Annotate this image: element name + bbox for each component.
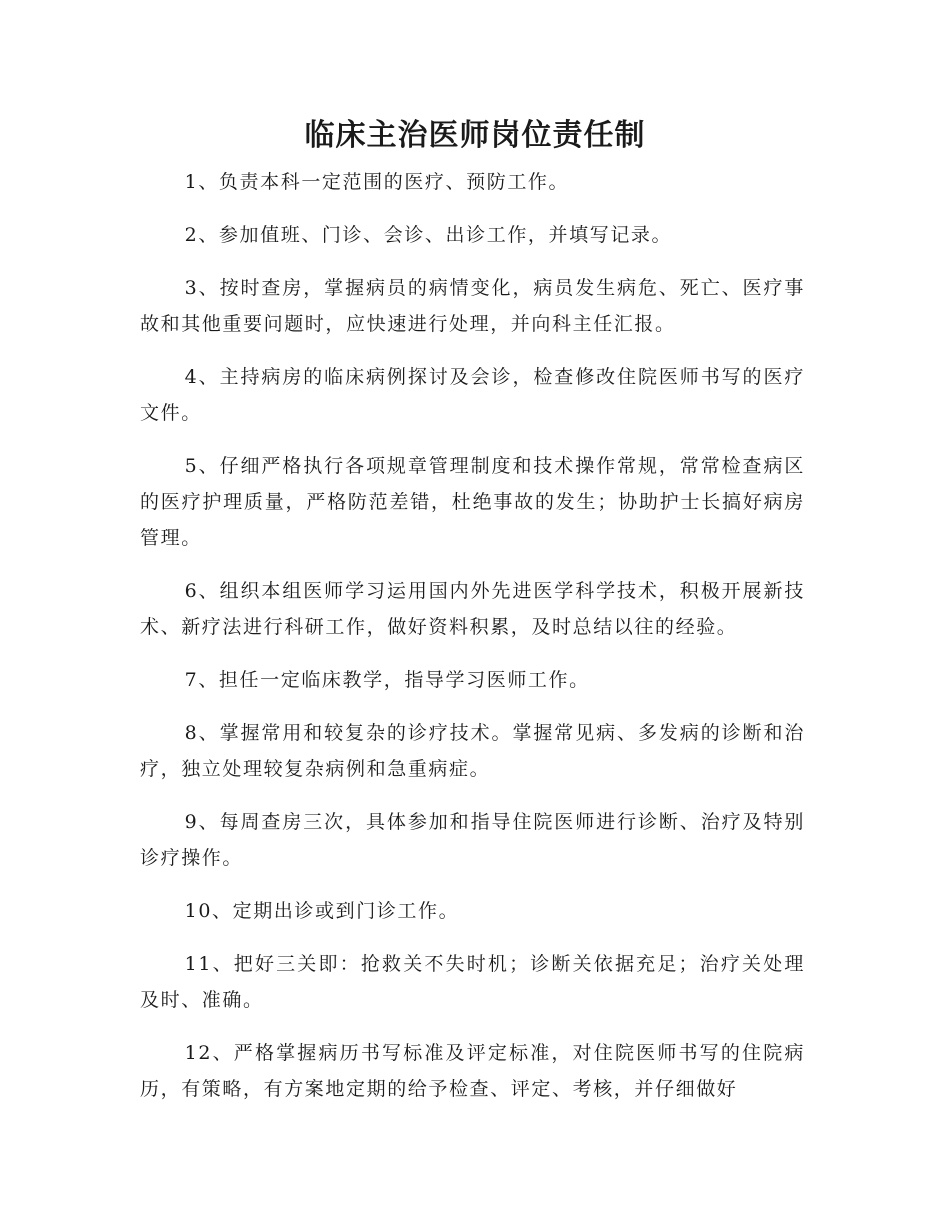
paragraph-4: 4、主持病房的临床病例探讨及会诊，检查修改住院医师书写的医疗文件。 [140, 366, 805, 424]
paragraph-6: 6、组织本组医师学习运用国内外先进医学科学技术，积极开展新技术、新疗法进行科研工作，做好资料积累，及时总结以往的经验。 [140, 580, 805, 638]
paragraph-3: 3、按时查房，掌握病员的病情变化，病员发生病危、死亡、医疗事故和其他重要问题时，应快速进行处理，并向科主任汇报。 [140, 277, 805, 335]
document-body [140, 164, 805, 1124]
paragraph-2: 2、参加值班、门诊、会诊、出诊工作，并填写记录。 [184, 224, 673, 246]
paragraph-11: 11、把好三关即：抢救关不失时机；诊断关依据充足；治疗关处理及时、准确。 [140, 953, 805, 1011]
paragraph-9: 9、每周查房三次，具体参加和指导住院医师进行诊断、治疗及特别诊疗操作。 [140, 811, 805, 869]
paragraph-8: 8、掌握常用和较复杂的诊疗技术。掌握常见病、多发病的诊断和治疗，独立处理较复杂病例和急重病症。 [140, 722, 805, 780]
paragraph-10: 10、定期出诊或到门诊工作。 [184, 900, 460, 922]
paragraph-5: 5、仔细严格执行各项规章管理制度和技术操作常规，常常检查病区的医疗护理质量，严格防范差错，杜绝事故的发生；协助护士长搞好病房管理。 [140, 455, 805, 549]
paragraph-7: 7、担任一定临床教学，指导学习医师工作。 [184, 669, 590, 691]
paragraph-12: 12、严格掌握病历书写标准及评定标准，对住院医师书写的住院病历，有策略，有方案地定期的给予检查、评定、考核，并仔细做好 [140, 1042, 805, 1100]
document-title: 临床主治医师岗位责任制 [304, 118, 646, 153]
paragraph-1: 1、负责本科一定范围的医疗、预防工作。 [184, 171, 570, 193]
